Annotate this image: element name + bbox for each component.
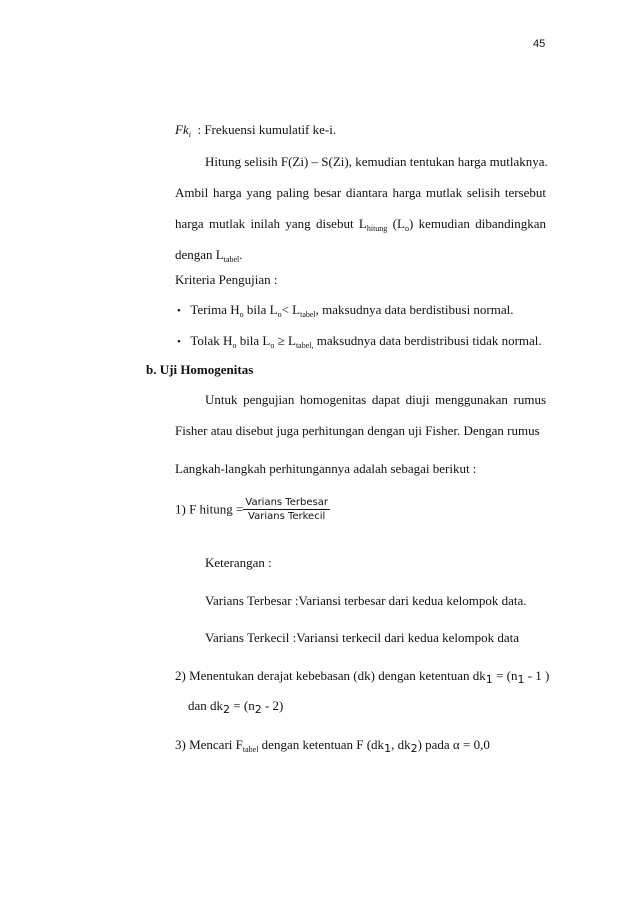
- fk-definition: [175, 122, 336, 139]
- para1-line3-a: harga mutlak inilah yang disebut L: [175, 216, 367, 231]
- bullet2-b: bila L: [236, 333, 271, 348]
- f-hitung-fraction: [243, 497, 330, 522]
- bullet1-a: Terima H: [190, 302, 240, 317]
- bullet2-s3: tabel,: [295, 341, 314, 350]
- para1-line3-c: ) kemudian dibandingkan: [408, 216, 547, 231]
- bullet1-s3: tabel: [300, 310, 316, 319]
- step3-dk2-sub: 2: [410, 742, 418, 755]
- dk1-sub: 1: [485, 673, 493, 686]
- section-b-title: Uji Homogenitas: [159, 362, 254, 377]
- l-o-sub: o: [404, 224, 409, 233]
- para1-line4-a: dengan L: [175, 247, 224, 262]
- step3-dk1-sub: 1: [384, 742, 392, 755]
- step2-line1: [175, 668, 549, 686]
- n2-sub: 2: [254, 703, 262, 716]
- step2-c: - 1 ): [524, 668, 550, 683]
- keterangan-item-1: Varians Terbesar :Variansi terbesar dari kedua kelompok data.: [205, 593, 527, 608]
- keterangan-item-2: Varians Terkecil :Variansi terkecil dari kedua kelompok data: [205, 630, 519, 645]
- step2-a: 2) Menentukan derajat kebebasan (dk) dengan ketentuan dk: [175, 668, 486, 683]
- section-b-marker: b.: [146, 362, 157, 377]
- para1-line2: Ambil harga yang paling besar diantara harga mutlak selisih tersebut: [175, 185, 546, 200]
- step2-d: dan dk: [188, 698, 224, 713]
- step3-a: 3) Mencari F: [175, 737, 243, 752]
- keterangan-label: Keterangan :: [205, 555, 272, 570]
- bullet1-c: < L: [281, 302, 301, 317]
- step3-d: ) pada α = 0,0: [417, 737, 490, 752]
- dk2-sub: 2: [223, 703, 231, 716]
- bullet2-d: maksudnya data berdistribusi tidak normal.: [313, 333, 542, 348]
- l-hitung-sub: hitung: [366, 224, 388, 233]
- para1-line3-b: (L: [392, 216, 405, 231]
- bullet-icon: •: [177, 305, 181, 317]
- bullet2-c: ≥ L: [274, 333, 296, 348]
- para2-line1: Untuk pengujian homogenitas dapat diuji menggunakan rumus: [205, 392, 546, 407]
- bullet1-b: bila L: [243, 302, 278, 317]
- bullet1-s2: o: [277, 310, 282, 319]
- fk-symbol: Fk: [175, 122, 189, 137]
- step2-e: = (n: [230, 698, 255, 713]
- l-tabel-sub: tabel: [223, 255, 240, 264]
- para1-line3: [175, 216, 546, 233]
- para1-line4: [175, 247, 243, 264]
- fk-subscript: i: [188, 130, 191, 139]
- fraction-denominator: Varians Terkecil: [248, 511, 326, 522]
- para2-line2: Fisher atau disebut juga perhitungan dengan uji Fisher. Dengan rumus: [175, 423, 540, 438]
- step3-c: , dk: [391, 737, 411, 752]
- step2-f: - 2): [261, 698, 284, 713]
- criteria-bullet-1: [177, 302, 514, 319]
- bullet-icon: •: [177, 336, 181, 348]
- section-b-heading: [146, 362, 253, 378]
- step3-b: dengan ketentuan F (dk: [258, 737, 385, 752]
- criteria-bullet-2: [177, 333, 542, 350]
- para1-line1: Hitung selisih F(Zi) – S(Zi), kemudian tentukan harga mutlaknya.: [205, 154, 548, 169]
- step1-label: 1) F hitung =: [175, 501, 244, 517]
- f-tabel-sub: tabel: [242, 745, 259, 754]
- step2-line2: [188, 698, 283, 716]
- bullet2-s1: o: [232, 341, 237, 350]
- bullet1-d: , maksudnya data berdistibusi normal.: [315, 302, 514, 317]
- para1-line4-b: .: [239, 247, 243, 262]
- page-number: 45: [533, 38, 546, 50]
- step3-line: [175, 737, 490, 755]
- n1-sub: 1: [517, 673, 525, 686]
- fraction-numerator: Varians Terbesar: [245, 497, 328, 508]
- bullet2-s2: o: [270, 341, 275, 350]
- fk-text: : Frekuensi kumulatif ke-i.: [197, 122, 337, 137]
- step2-b: = (n: [492, 668, 518, 683]
- bullet1-s1: o: [239, 310, 244, 319]
- criteria-title: Kriteria Pengujian :: [175, 272, 278, 287]
- step1-formula: [175, 497, 330, 522]
- bullet2-a: Tolak H: [190, 333, 233, 348]
- steps-intro: Langkah-langkah perhitungannya adalah sebagai berikut :: [175, 461, 477, 476]
